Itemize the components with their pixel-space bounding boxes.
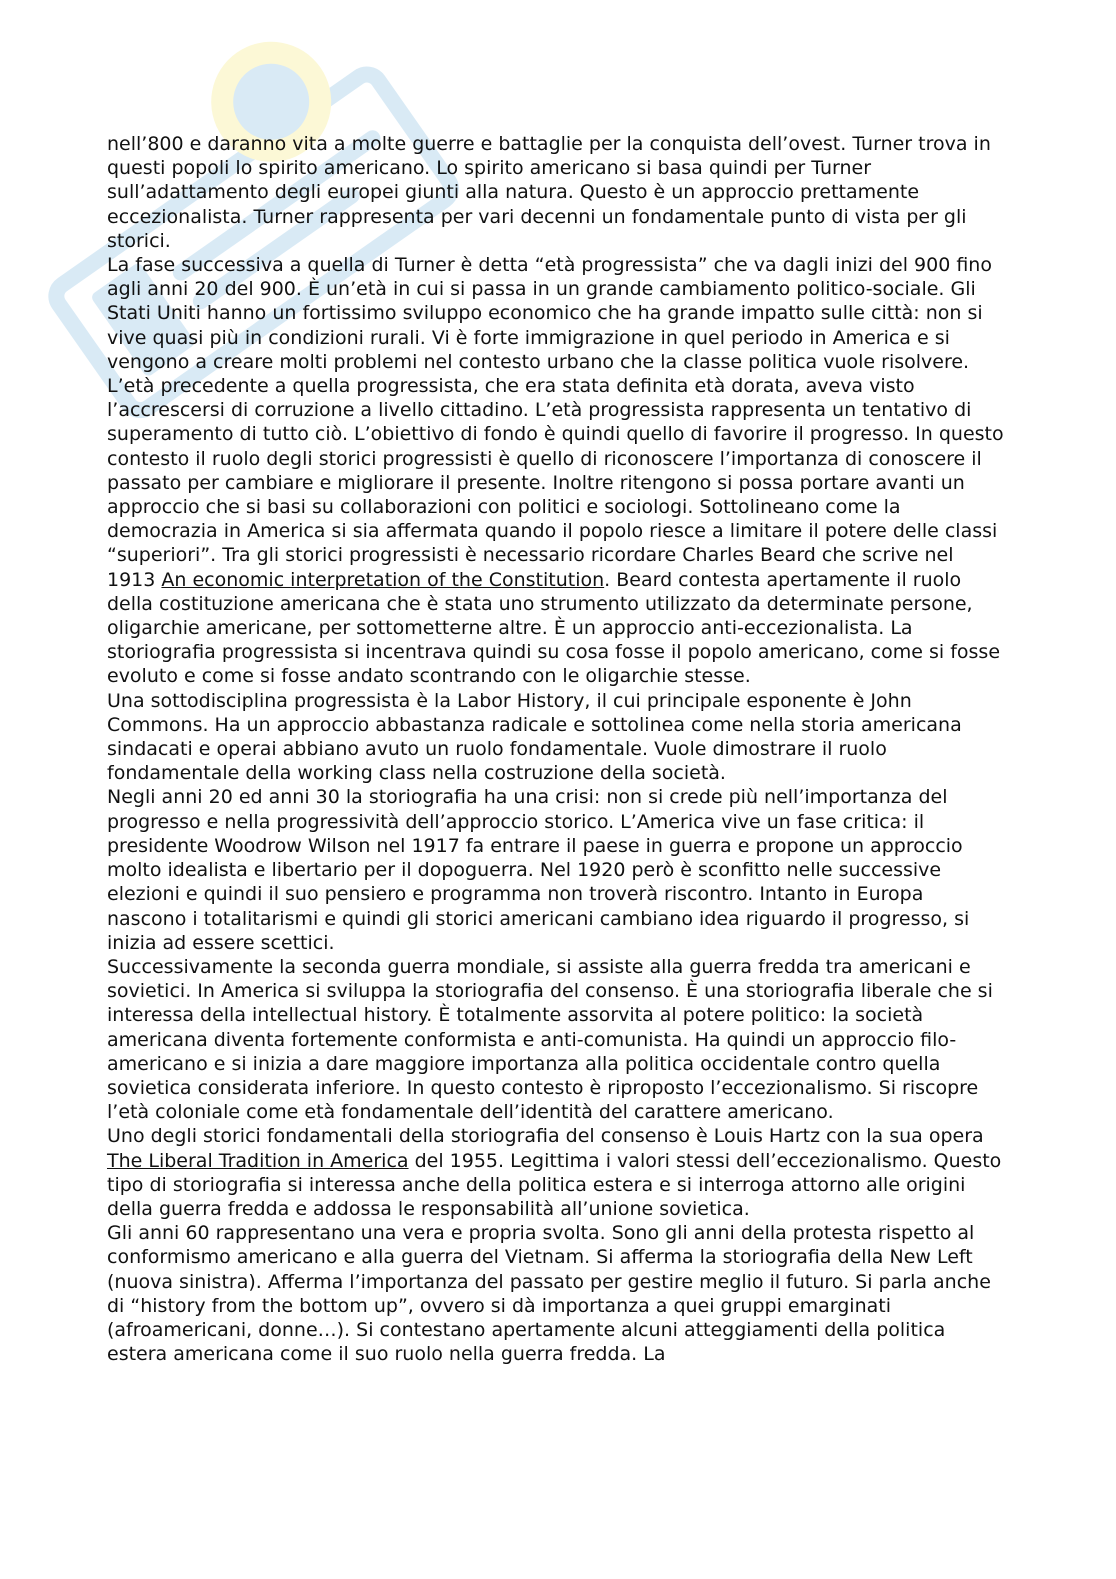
paragraph-text: La fase successiva a quella di Turner è detta “età progressista” che va dagli inizi del 900 fino agli anni 20 del 900. È un’età in cui si passa in un grande cambiamento politico-sociale. Gli Stati Uniti hanno un fortissimo sviluppo economico che ha grande impatto sulle città: non si vive quasi più in condizioni rurali. Vi è forte immigrazione in quel periodo in America e si vengono a creare molti problemi nel contesto urbano che la classe politica vuole risolvere. L’età precedente a quella progressista, che era stata definita età dorata, aveva visto l’accrescersi di corruzione a livello cittadino. L’età progressista rappresenta un tentativo di superamento di tutto ciò. L’obiettivo di fondo è quindi quello di favorire il progresso. In questo contesto il ruolo degli storici progressisti è quello di riconoscere l’importanza di conoscere il passato per cambiare e migliorare il presente. Inoltre ritengono si possa portare avanti un approccio che si basi su collaborazioni con politici e sociologi. Sottolineano come la democrazia in America si sia affermata quando il popolo riesce a limitare il potere delle classi “superiori”. Tra gli storici progressisti è necessario ricordare Charles Beard che scrive nel 1913 bbox=[107, 254, 1004, 591]
paragraph bbox=[107, 785, 1007, 954]
paragraph-text: Uno degli storici fondamentali della storiografia del consenso è Louis Hartz con la sua opera bbox=[107, 1125, 984, 1148]
book-title: An economic interpretation of the Constitution bbox=[161, 568, 605, 591]
paragraph-text: . Beard contesta apertamente il ruolo della costituzione americana che è stata uno strumento utilizzato da determinate persone, oligarchie americane, per sottometterne altre. È un approccio anti-eccezionalista. La storiografia progressista si incentrava quindi su cosa fosse il popolo americano, come si fosse evoluto e come si fosse andato scontrando con le oligarchie stesse. bbox=[107, 568, 1001, 688]
paragraph-text: nell’800 e daranno vita a molte guerre e battaglie per la conquista dell’ovest. Turner trova in questi popoli lo spirito americano. Lo spirito americano si basa quindi per Turner sull’adattamento degli europei giunti alla natura. Questo è un approccio prettamente eccezionalista. Turner rappresenta per vari decenni un fondamentale punto di vista per gli storici. bbox=[107, 133, 991, 252]
paragraph-text: Negli anni 20 ed anni 30 la storiografia ha una crisi: non si crede più nell’importanza del progresso e nella progressività dell’approccio storico. L’America vive un fase critica: il presidente Woodrow Wilson nel 1917 fa entrare il paese in guerra e propone un approccio molto idealista e libertario per il dopoguerra. Nel 1920 però è sconfitto nelle successive elezioni e quindi il suo pensiero e programma non troverà riscontro. Intanto in Europa nascono i totalitarismi e quindi gli storici americani cambiano idea riguardo il progresso, si inizia ad essere scettici. bbox=[107, 786, 970, 954]
paragraph bbox=[107, 132, 1007, 253]
paragraph-text: Una sottodisciplina progressista è la Labor History, il cui principale esponente è John Commons. Ha un approccio abbastanza radicale e sottolinea come nella storia americana sindacati e operai abbiano avuto un ruolo fondamentale. Vuole dimostrare il ruolo fondamentale della working class nella costruzione della società. bbox=[107, 689, 962, 785]
paragraph bbox=[107, 253, 1007, 689]
paragraph bbox=[107, 1221, 1007, 1366]
document-body bbox=[107, 132, 1007, 1366]
book-title: The Liberal Tradition in America bbox=[107, 1149, 409, 1172]
paragraph bbox=[107, 689, 1007, 786]
paragraph bbox=[107, 955, 1007, 1124]
paragraph-text: del 1955. Legittima i valori stessi dell’eccezionalismo. Questo tipo di storiografia si interessa anche della politica estera e si interroga attorno alle origini della guerra fredda e addossa le responsabilità all’unione sovietica. bbox=[107, 1149, 1002, 1220]
paragraph-text: Successivamente la seconda guerra mondiale, si assiste alla guerra fredda tra americani e sovietici. In America si sviluppa la storiografia del consenso. È una storiografia liberale che si interessa della intellectual history. È totalmente assorvita al potere politico: la società americana diventa fortemente conformista e anti-comunista. Ha quindi un approccio filo-americano e si inizia a dare maggiore importanza alla politica occidentale contro quella sovietica considerata inferiore. In questo contesto è riproposto l’eccezionalismo. Si riscopre l’età coloniale come età fondamentale dell’identità del carattere americano. bbox=[107, 955, 993, 1124]
paragraph bbox=[107, 1124, 1007, 1221]
paragraph-text: Gli anni 60 rappresentano una vera e propria svolta. Sono gli anni della protesta rispetto al conformismo americano e alla guerra del Vietnam. Si afferma la storiografia della New Left (nuova sinistra). Afferma l’importanza del passato per gestire meglio il futuro. Si parla anche di “history from the bottom up”, ovvero si dà importanza a quei gruppi emarginati (afroamericani, donne…). Si contestano apertamente alcuni atteggiamenti della politica estera americana come il suo ruolo nella guerra fredda. La bbox=[107, 1222, 991, 1366]
